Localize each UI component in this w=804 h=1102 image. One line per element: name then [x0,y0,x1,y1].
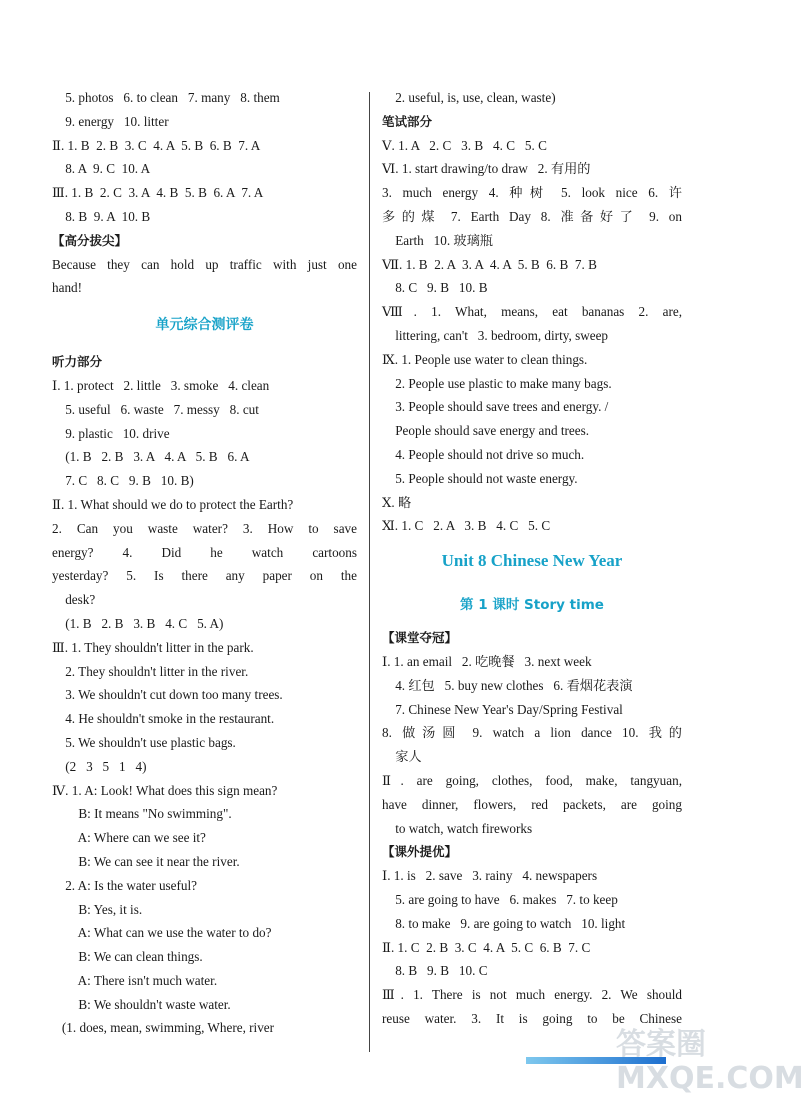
answer-line: B: Yes, it is. [52,901,143,917]
answer-line: reuse water. 3. It is going to be Chinese [382,1010,682,1026]
answer-line: Ⅱ. are going, clothes, food, make, tangyuan, [382,772,682,788]
answer-line: hand! [52,280,83,296]
answer-line: Ⅱ. 1. C 2. B 3. C 4. A 5. C 6. B 7. C [382,939,591,955]
answer-line: B: We can see it near the river. [52,853,240,869]
answer-line: (2 3 5 1 4) [52,758,147,774]
answer-line: energy? 4. Did he watch cartoons [52,544,357,560]
unit-test-title: 单元综合测评卷 [155,317,254,334]
answer-line: A: Where can we see it? [52,830,206,846]
answer-line: 家人 [382,749,422,765]
left-column [52,86,357,1040]
answer-line: 5. are going to have 6. makes 7. to keep [382,891,618,907]
answer-line: desk? [52,592,96,608]
answer-line: 3. We shouldn't cut down too many trees. [52,687,283,703]
answer-line: 5. People should not waste energy. [382,470,578,486]
answer-line: yesterday? 5. Is there any paper on the [52,568,357,584]
column-divider [369,92,370,1052]
answer-line: 8. to make 9. are going to watch 10. light [382,915,626,931]
section-heading: 【课堂夺冠】 [382,630,458,646]
answer-line: 5. useful 6. waste 7. messy 8. cut [52,401,259,417]
answer-line: Because they can hold up traffic with just one [52,256,357,272]
answer-line: B: It means "No swimming". [52,806,232,822]
answer-line: Ⅲ. 1. They shouldn't litter in the park. [52,639,254,655]
answer-line: People should save energy and trees. [382,423,590,439]
answer-line: to watch, watch fireworks [382,820,533,836]
answer-line: 8. A 9. C 10. A [52,161,151,177]
answer-line: Ⅷ. 1. What, means, eat bananas 2. are, [382,304,682,320]
answer-line: 8. B 9. A 10. B [52,208,151,224]
answer-line: 3. People should save trees and energy. / [382,399,609,415]
answer-line: Ⅸ. 1. People use water to clean things. [382,351,588,367]
answer-line: 7. C 8. C 9. B 10. B) [52,473,194,489]
answer-line: 8. B 9. B 10. C [382,963,488,979]
answer-line: 2. useful, is, use, clean, waste) [382,90,556,105]
answer-line: Ⅺ. 1. C 2. A 3. B 4. C 5. C [382,518,551,534]
answer-line: 9. energy 10. litter [52,113,169,129]
section-heading: 【课外提优】 [382,844,458,860]
section-heading: 听力部分 [52,354,103,370]
answer-line: Ⅴ. 1. A 2. C 3. B 4. C 5. C [382,137,547,153]
answer-line: 4. 红包 5. buy new clothes 6. 看烟花表演 [382,677,633,693]
answer-line: (1. does, mean, swimming, Where, river [52,1020,275,1036]
answer-line: 8. 做汤圆 9. watch a lion dance 10. 我的 [382,725,682,741]
answer-line: 2. They shouldn't litter in the river. [52,663,249,679]
answer-line: 4. He shouldn't smoke in the restaurant. [52,711,275,727]
lesson-title: 第 1 课时 Story time [460,597,604,614]
answer-line: 8. C 9. B 10. B [382,280,488,296]
right-column [382,86,682,1031]
section-heading: 【高分拔尖】 [52,232,128,248]
answer-line: 7. Chinese New Year's Day/Spring Festival [382,701,623,717]
answer-line: Ⅶ. 1. B 2. A 3. A 4. A 5. B 6. B 7. B [382,256,597,272]
answer-line: 2. People use plastic to make many bags. [382,375,612,391]
answer-line: 4. People should not drive so much. [382,446,585,462]
unit-title: Unit 8 Chinese New Year [441,551,623,571]
answer-line: 2. Can you waste water? 3. How to save [52,520,357,536]
watermark-text: 答案圈 MXQE.COM [616,1027,804,1096]
answer-line: Ⅳ. 1. A: Look! What does this sign mean? [52,782,278,798]
answer-line: have dinner, flowers, red packets, are going [382,796,682,812]
answer-line: Ⅰ. 1. is 2. save 3. rainy 4. newspapers [382,868,598,884]
answer-line: Ⅲ. 1. B 2. C 3. A 4. B 5. B 6. A 7. A [52,185,264,201]
answer-line: Ⅵ. 1. start drawing/to draw 2. 有用的 [382,161,591,177]
answer-line: Ⅰ. 1. an email 2. 吃晚餐 3. next week [382,653,592,669]
answer-line: B: We shouldn't waste water. [52,996,231,1012]
answer-line: 3. much energy 4. 种树 5. look nice 6. 许 [382,185,682,201]
answer-line: Earth 10. 玻璃瓶 [382,232,493,248]
answer-line: A: What can we use the water to do? [52,925,272,941]
answer-line: 2. A: Is the water useful? [52,877,198,893]
answer-line: 多的煤 7. Earth Day 8. 准备好了 9. on [382,208,682,224]
answer-line: B: We can clean things. [52,949,203,965]
answer-line: Ⅲ. 1. There is not much energy. 2. We should [382,987,682,1003]
answer-line: (1. B 2. B 3. A 4. A 5. B 6. A [52,449,250,465]
section-heading: 笔试部分 [382,113,433,129]
answer-line: 5. photos 6. to clean 7. many 8. them [52,90,280,105]
answer-line: Ⅰ. 1. protect 2. little 3. smoke 4. clean [52,377,270,393]
answer-line: Ⅱ. 1. B 2. B 3. C 4. A 5. B 6. B 7. A [52,137,261,153]
answer-line: Ⅱ. 1. What should we do to protect the Earth? [52,496,294,512]
answer-line: littering, can't 3. bedroom, dirty, sweep [382,327,609,343]
answer-line: 9. plastic 10. drive [52,425,170,441]
watermark-logo [616,1027,804,1098]
answer-line: Ⅹ. 略 [382,494,412,510]
answer-line: (1. B 2. B 3. B 4. C 5. A) [52,615,224,631]
answer-line: A: There isn't much water. [52,972,218,988]
answer-line: 5. We shouldn't use plastic bags. [52,734,236,750]
